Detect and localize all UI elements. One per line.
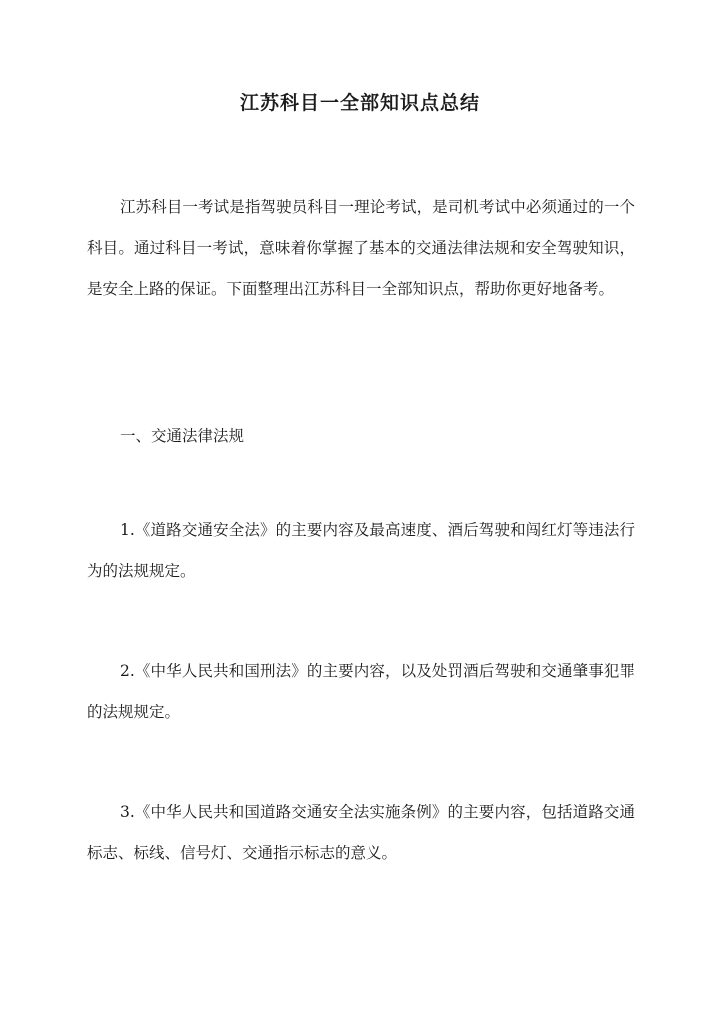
list-item: 3.《中华人民共和国道路交通安全法实施条例》的主要内容，包括道路交通标志、标线、信号灯、交通指示标志的意义。 <box>87 803 635 862</box>
intro-paragraph: 江苏科目一考试是指驾驶员科目一理论考试，是司机考试中必须通过的一个科目。通过科目一考试，意味着你掌握了基本的交通法律法规和安全驾驶知识，是安全上路的保证。下面整理出江苏科目一全部知识点，帮助你更好地备考。 <box>87 198 635 298</box>
section-heading: 一、交通法律法规 <box>120 427 245 445</box>
page-title: 江苏科目一全部知识点总结 <box>239 92 480 114</box>
list-item: 1.《道路交通安全法》的主要内容及最高速度、酒后驾驶和闯红灯等违法行为的法规规定。 <box>87 521 635 580</box>
list-item: 2.《中华人民共和国刑法》的主要内容，以及处罚酒后驾驶和交通肇事犯罪的法规规定。 <box>87 662 635 721</box>
